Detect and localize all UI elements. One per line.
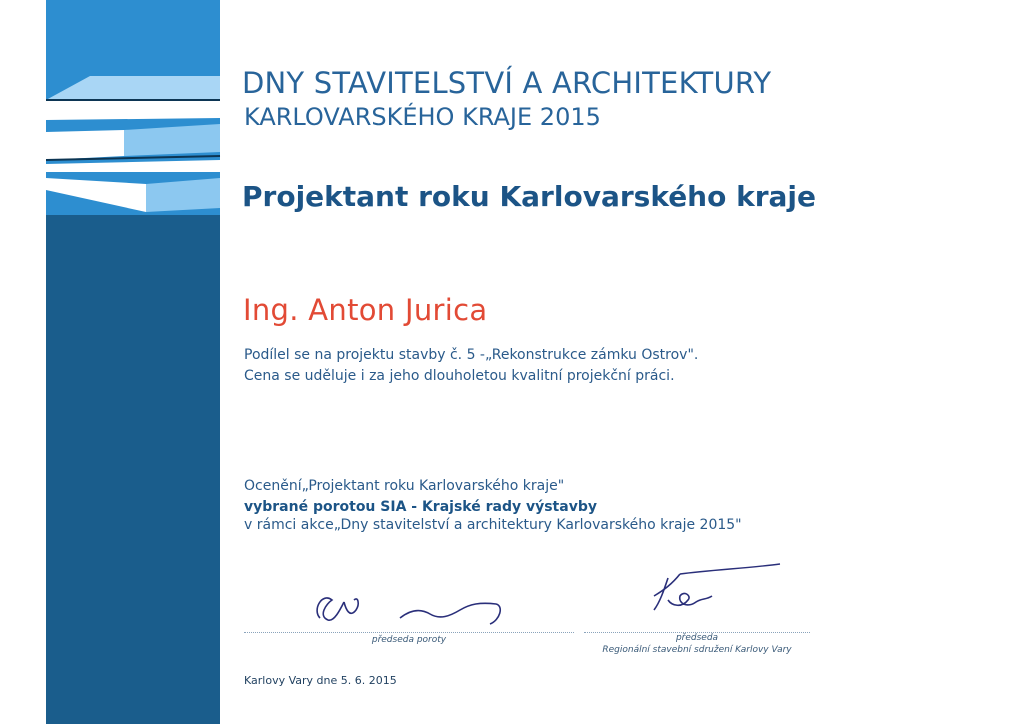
footer-line-3: v rámci akce„Dny stavitelství a architektury Karlovarského kraje 2015" — [244, 517, 742, 533]
body-line-2: Cena se uděluje i za jeho dlouholetou kvalitní projekční práci. — [244, 368, 675, 384]
signature-caption-right-title: předseda — [675, 633, 719, 643]
recipient-name: Ing. Anton Jurica — [243, 293, 488, 327]
event-subtitle: KARLOVARSKÉHO KRAJE 2015 — [244, 103, 601, 131]
signature-caption-left: předseda poroty — [371, 635, 447, 645]
logo-stepped-layers — [46, 60, 228, 220]
signature-right — [640, 560, 800, 630]
event-title: DNY STAVITELSTVÍ A ARCHITEKTURY — [242, 66, 772, 100]
award-title: Projektant roku Karlovarského kraje — [242, 180, 817, 213]
footer-line-1: Ocenění„Projektant roku Karlovarského kraje" — [244, 478, 565, 494]
signature-caption-right-organization: Regionální stavební sdružení Karlovy Vary — [602, 645, 792, 655]
footer-line-2: vybrané porotou SIA - Krajské rady výstavby — [244, 499, 597, 515]
place-and-date: Karlovy Vary dne 5. 6. 2015 — [244, 674, 397, 687]
signature-left — [300, 580, 520, 640]
signature-line-left — [244, 632, 574, 633]
body-line-1: Podílel se na projektu stavby č. 5 -„Rekonstrukce zámku Ostrov". — [244, 347, 699, 363]
